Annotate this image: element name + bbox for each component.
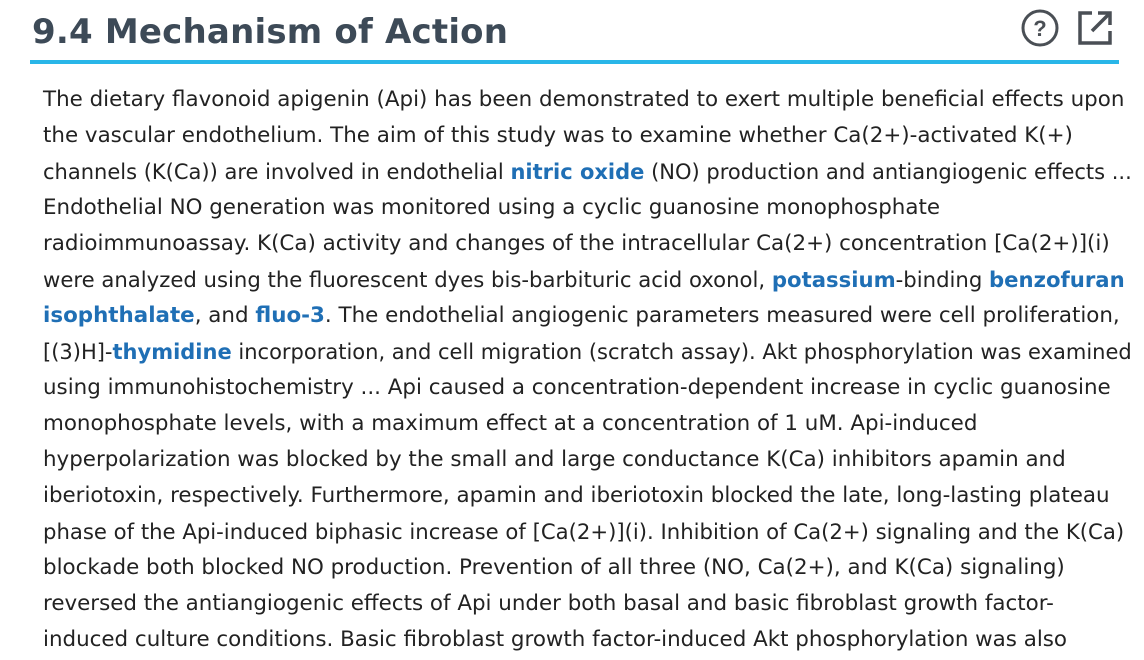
text-line: [(3)H]-thymidine incorporation, and cell migration (scratch assay). Akt phosphorylation was examined [43, 340, 1132, 364]
text-line: blockade both blocked NO production. Prevention of all three (NO, Ca(2+), and K(Ca) signaling) [43, 555, 1065, 580]
link-thymidine[interactable]: thymidine [112, 340, 232, 364]
text-line: the vascular endothelium. The aim of this study was to examine whether Ca(2+)-activated K(+) [43, 123, 1073, 148]
abstract-text [43, 82, 1133, 658]
text-line: induced culture conditions. Basic fibroblast growth factor-induced Akt phosphorylation was also [43, 627, 1068, 652]
open-in-new-icon [1075, 8, 1115, 48]
open-in-new-button[interactable] [1075, 8, 1115, 48]
svg-text:?: ? [1033, 16, 1047, 41]
text-line: radioimmunoassay. K(Ca) activity and changes of the intracellular Ca(2+) concentration [Ca(2+)](i) [43, 231, 1110, 256]
link-isophthalate[interactable]: isophthalate [43, 303, 195, 328]
text-line: phase of the Api-induced biphasic increase of [Ca(2+)](i). Inhibition of Ca(2+) signaling and the K(Ca) [43, 519, 1125, 544]
link-nitric-oxide[interactable]: nitric oxide [510, 160, 645, 184]
link-benzofuran[interactable]: benzofuran [989, 267, 1125, 292]
text-line: iberiotoxin, respectively. Furthermore, apamin and iberiotoxin blocked the late, long-lasting plateau [43, 483, 1110, 508]
text-line: The dietary flavonoid apigenin (Api) has been demonstrated to exert multiple beneficial effects upon [43, 87, 1125, 112]
help-button[interactable] [1020, 8, 1060, 48]
link-potassium[interactable]: potassium [771, 267, 896, 292]
text-line: channels (K(Ca)) are involved in endothelial nitric oxide (NO) production and antiangiogenic effects ... [43, 160, 1132, 184]
text-line: hyperpolarization was blocked by the small and large conductance K(Ca) inhibitors apamin and [43, 447, 1066, 472]
link-fluo-3[interactable]: fluo-3 [255, 303, 325, 328]
section-header [30, 0, 1119, 64]
help-icon [1020, 8, 1060, 48]
section-title: 9.4 Mechanism of Action [32, 12, 509, 52]
text-line: reversed the antiangiogenic effects of Api under both basal and basic fibroblast growth factor- [43, 591, 1054, 616]
text-line: isophthalate, and fluo-3. The endothelial angiogenic parameters measured were cell proliferation, [43, 303, 1120, 328]
text-line: using immunohistochemistry ... Api caused a concentration-dependent increase in cyclic guanosine [43, 375, 1111, 400]
text-line: were analyzed using the fluorescent dyes bis-barbituric acid oxonol, potassium-binding benzofuran [43, 267, 1125, 292]
text-line: monophosphate levels, with a maximum effect at a concentration of 1 uM. Api-induced [43, 411, 978, 436]
text-line: Endothelial NO generation was monitored using a cyclic guanosine monophosphate [43, 195, 940, 220]
